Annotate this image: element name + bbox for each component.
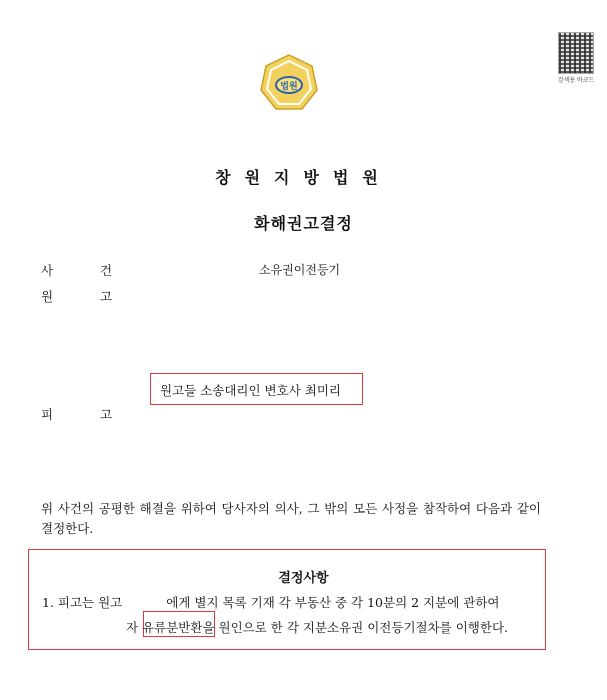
representative-text: 원고들 소송대리인 변호사 최미리 — [160, 383, 341, 398]
decision-item-1 — [42, 593, 499, 611]
case-label-2: 건 — [100, 263, 113, 278]
document-title: 화해권고결정 — [254, 214, 353, 233]
court-name: 창원지방법원 — [215, 168, 392, 187]
decision-item-1-part-a: 1. 피고는 원고 — [42, 595, 123, 610]
defendant-label-2: 고 — [100, 407, 113, 422]
decision-item-2-highlight: 유류분반환을 — [142, 620, 215, 635]
qr-code — [558, 32, 594, 74]
defendant-label-1: 피 — [41, 407, 54, 422]
plaintiff-label-2: 고 — [100, 289, 113, 304]
decision-item-2-part-a: 자 — [126, 620, 139, 635]
court-seal-emblem — [258, 52, 320, 114]
case-label-1: 사 — [41, 263, 54, 278]
intro-paragraph: 위 사건의 공평한 해결을 위하여 당사자의 의사, 그 밖의 모든 사정을 참작하여 다음과 같이 결정한다. — [41, 501, 541, 536]
case-value: 소유권이전등기 — [259, 263, 341, 277]
decision-item-1-continued — [126, 618, 508, 636]
qr-caption: 검색용 바코드 — [557, 77, 595, 84]
decision-item-1-part-b: 에게 별지 목록 기재 각 부동산 중 각 10분의 2 지분에 관하여 — [166, 595, 500, 610]
decision-item-2-part-b: 원인으로 한 각 지분소유권 이전등기절차를 이행한다. — [218, 620, 508, 635]
plaintiff-label-1: 원 — [41, 289, 54, 304]
decision-title: 결정사항 — [278, 571, 329, 586]
seal-text: 법원 — [280, 82, 298, 92]
